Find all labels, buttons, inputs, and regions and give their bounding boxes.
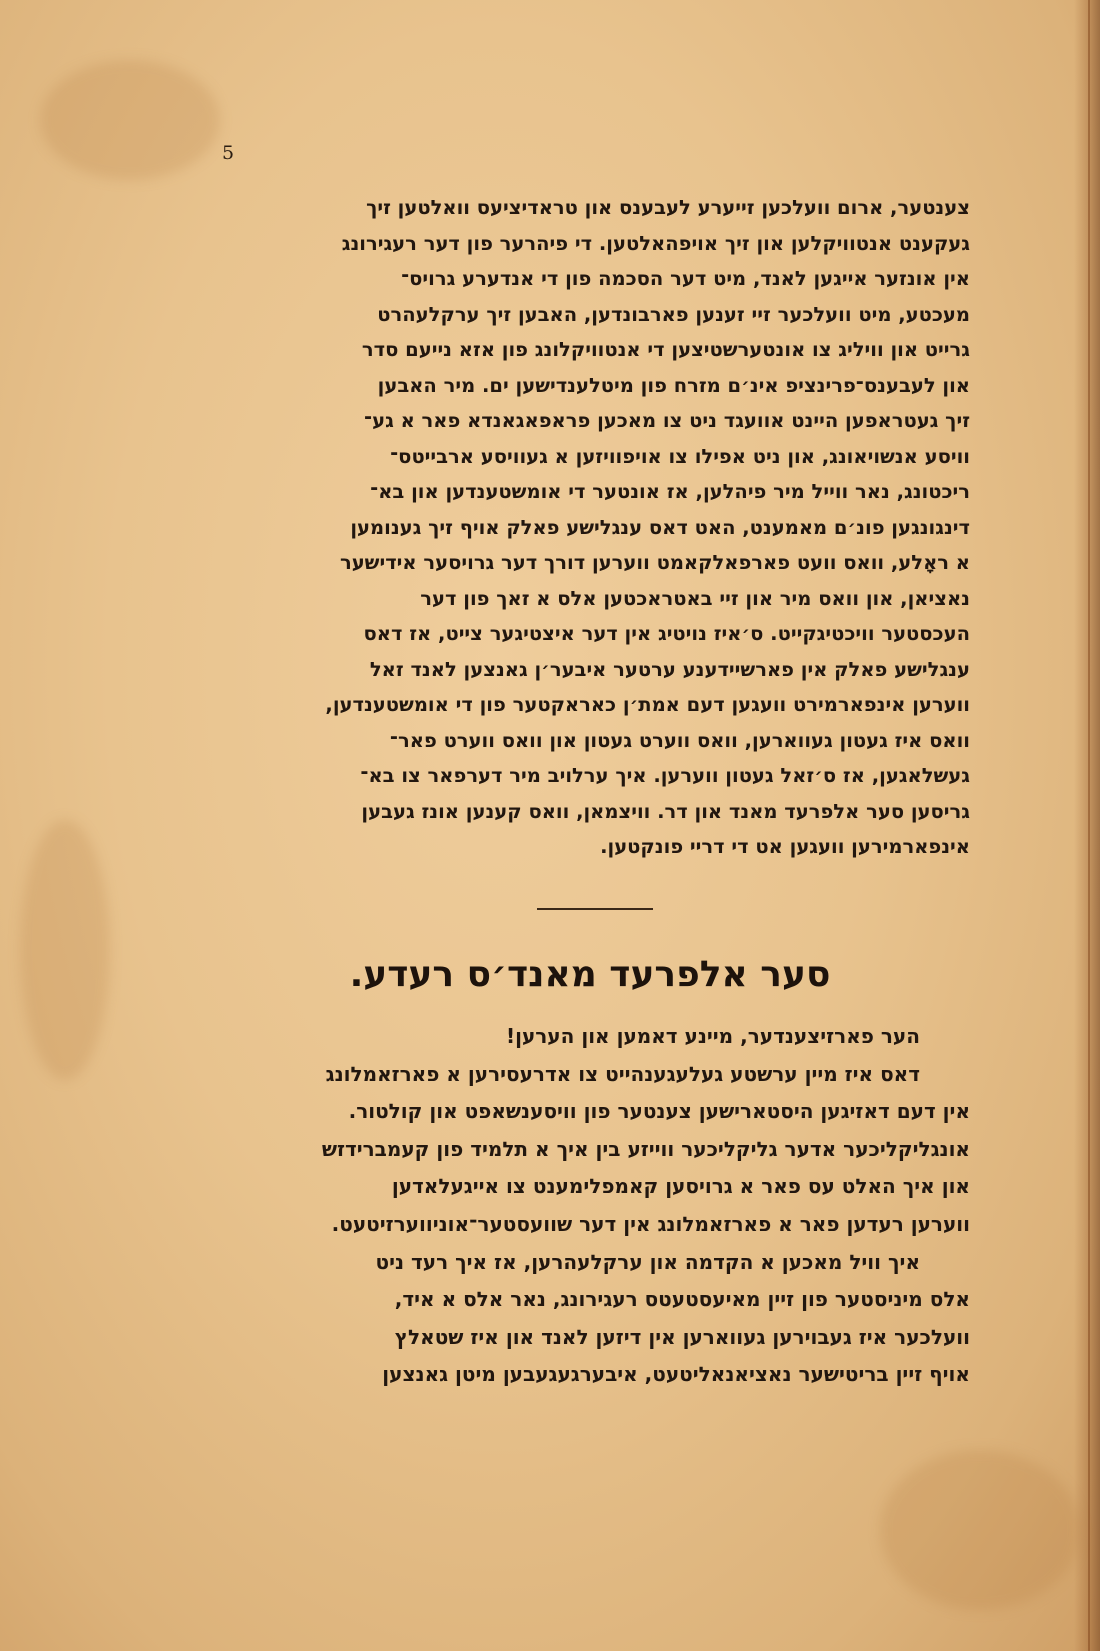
text-line: דאס איז מיין ערשטע געלעגענהייט צו אדרעסירען א פארזאמלונג xyxy=(325,1061,920,1086)
text-line: ריכטונג, נאר ווייל מיר פיהלען, אז אונטער די אומשטענדען און בא־ xyxy=(370,480,970,503)
text-line: אינפארמירען וועגען אט די דריי פונקטען. xyxy=(600,835,970,858)
text-line: און לעבענס־פרינציפ אינ׳ם מזרח פון מיטלענדישען ים. מיר האבען xyxy=(377,373,970,397)
text-line: ווערען רעדען פאר א פארזאמלונג אין דער שוועסטער־אוניווערזיטעט. xyxy=(331,1211,970,1236)
text-line: זיך געטראפען היינט אוועגד ניט צו מאכען פראפאגאנדא פאר א גע־ xyxy=(363,409,970,432)
section-heading: סער אלפרעד מאנד׳ס רעדע. xyxy=(349,954,831,995)
text-line: אלס מיניסטער פון זיין מאיעסטעטס רעגירונג, נאר אלס א איד, xyxy=(394,1287,970,1312)
page-fold-line xyxy=(1088,0,1090,1651)
page-edge-shadow xyxy=(1074,0,1100,1651)
text-line: אויף זיין בריטישער נאציאנאליטעט, איבערגעגעבען מיטן גאנצען xyxy=(382,1362,970,1387)
text-line: גרייט און וויליג צו אונטערשטיצען די אנטוויקלונג פון אזא נייעם סדר xyxy=(361,338,970,361)
text-line: וואס איז געטון געווארען, וואס ווערט געטון און וואס ווערט פאר־ xyxy=(389,728,970,752)
text-line: העכסטער וויכטיגקייט. ס׳איז נויטיג אין דער איצטיגער צייט, אז דאס xyxy=(363,622,970,645)
text-line: און איך האלט עס פאר א גרויסען קאמפלימענט צו אייגעלאדען xyxy=(391,1174,970,1199)
paper-stain xyxy=(20,820,110,1080)
text-line: אין אונזער אייגען לאנד, מיט דער הסכמה פון די אנדערע גרויס־ xyxy=(401,267,970,290)
page-number: 5 xyxy=(222,142,235,164)
text-line: דינגונגען פונ׳ם מאמענט, האט דאס ענגלישע פאלק אויף זיך גענומען xyxy=(350,515,970,539)
text-line: אונגליקליכער אדער גליקליכער ווייזע בין איך א תלמיד פון קעמברידזש xyxy=(321,1136,970,1161)
paper-stain xyxy=(40,60,220,180)
paper-stain xyxy=(880,1450,1080,1610)
text-line: א ראָלע, וואס וועט פארפאלקאמט ווערען דורך דער גרויסער אידישער xyxy=(339,551,970,574)
text-line: גריסען סער אלפרעד מאנד און דר. וויצמאן, וואס קענען אונז געבען xyxy=(361,799,970,823)
text-line: צענטער, ארום וועלכען זייערע לעבענס און טראדיציעס וואלטען זיך xyxy=(366,196,970,219)
text-line: נאציאן, און וואס מיר און זיי באטראכטען אלס א זאך פון דער xyxy=(420,586,970,610)
text-line: וויסע אנשויאונג, און ניט אפילו צו אויפוויזען א געוויסע ארבייטס־ xyxy=(390,444,970,468)
text-line: געשלאגען, אז ס׳זאל געטון ווערען. איך ערלויב מיר דערפאר צו בא־ xyxy=(360,764,970,787)
text-line: אין דעם דאזיגען היסטארישען צענטער פון וויסענשאפט און קולטור. xyxy=(348,1099,970,1124)
section-divider xyxy=(537,908,653,910)
text-line: געקענט אנטוויקלען און זיך אויפהאלטען. די פיהרער פון דער רעגירונג xyxy=(341,231,970,255)
text-line: מעכטע, מיט וועלכער זיי זענען פארבונדען, האבען זיך ערקלעהרט xyxy=(377,302,970,326)
text-line: וועלכער איז געבוירען געווארען אין דיזען לאנד און איז שטאלץ xyxy=(394,1324,970,1349)
text-line: איך וויל מאכען א הקדמה און ערקלעהרען, אז איך רעד ניט xyxy=(375,1249,920,1274)
paragraph-2 xyxy=(210,1018,970,1394)
text-line: ווערען אינפארמירט וועגען דעם אמת׳ן כאראקטער פון די אומשטענדען, xyxy=(325,693,970,716)
text-line: הער פארזיצענדער, מיינע דאמען און הערען! xyxy=(505,1024,920,1048)
paragraph-1 xyxy=(210,190,970,865)
text-line: ענגלישע פאלק אין פארשיידענע ערטער איבער׳ן גאנצען לאנד זאל xyxy=(369,657,970,681)
